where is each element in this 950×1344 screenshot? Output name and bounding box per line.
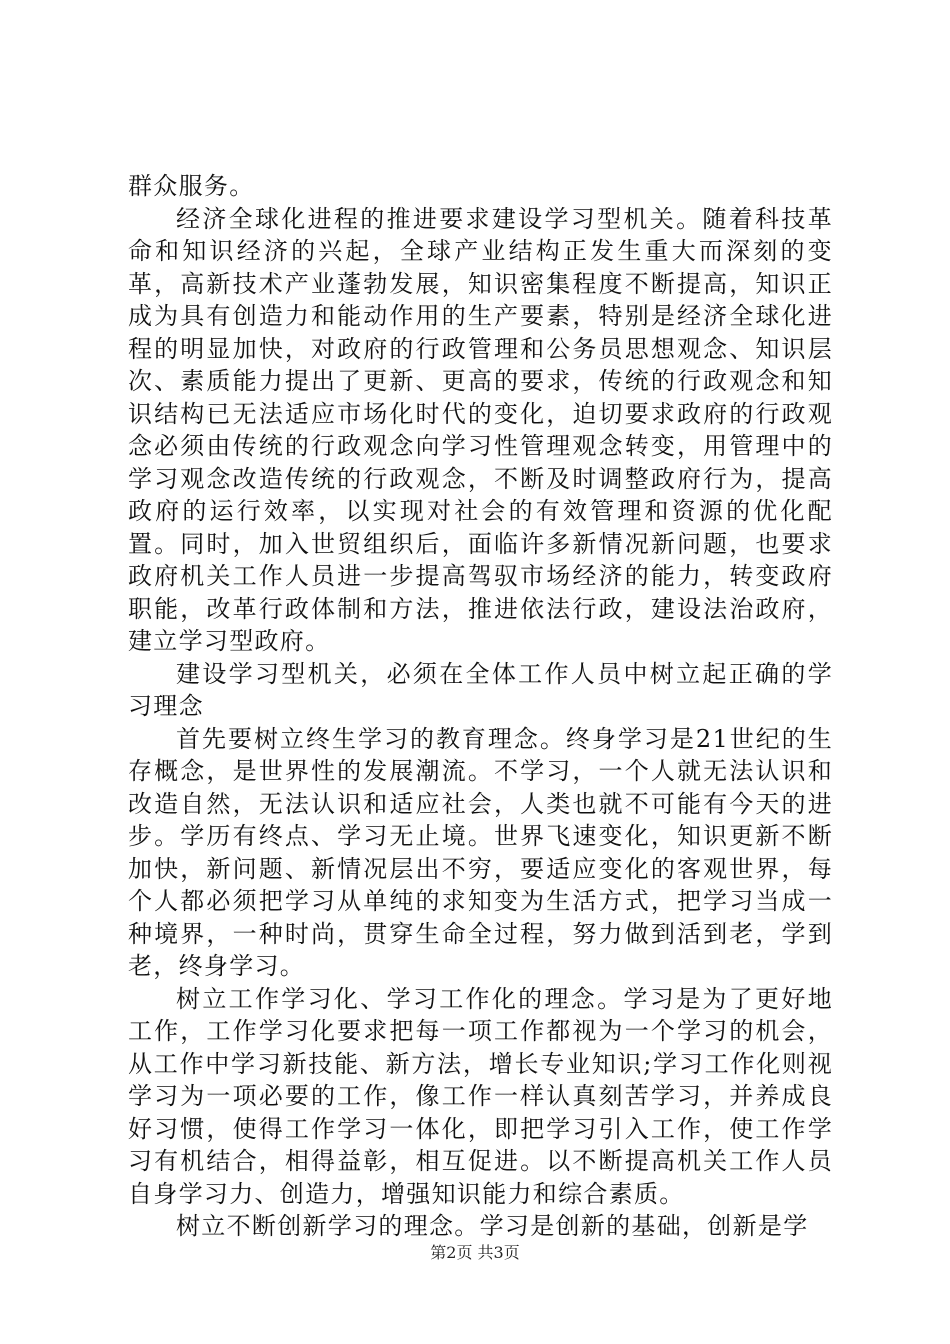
paragraph-learning-concept: 建设学习型机关，必须在全体工作人员中树立起正确的学习理念 [128, 659, 833, 720]
paragraph-work-learning: 树立工作学习化、学习工作化的理念。学习是为了更好地工作，工作学习化要求把每一项工作都视为一个学习的机会，从工作中学习新技能、新方法，增长专业知识;学习工作化则视学习为一项必要的工作，像工作一样认真刻苦学习，并养成良好习惯，使得工作学习一体化，即把学习引入工作，使工作学习有机结合，相得益彰，相互促进。以不断提高机关工作人员自身学习力、创造力，增强知识能力和综合素质。 [128, 984, 833, 1208]
paragraph-innovation: 树立不断创新学习的理念。学习是创新的基础，创新是学 [176, 1212, 809, 1240]
paragraph-lifelong-learning: 首先要树立终生学习的教育理念。终身学习是21世纪的生存概念，是世界性的发展潮流。不学习，一个人就无法认识和改造自然，无法认识和适应社会，人类也就不可能有今天的进步。学历有终点、学习无止境。世界飞速变化，知识更新不断加快，新问题、新情况层出不穷，要适应变化的客观世界，每个人都必须把学习从单纯的求知变为生活方式，把学习当成一种境界，一种时尚，贯穿生命全过程，努力做到活到老，学到老，终身学习。 [128, 724, 833, 980]
paragraph-continuation: 群众服务。 [128, 172, 255, 200]
paragraph-globalization: 经济全球化进程的推进要求建设学习型机关。随着科技革命和知识经济的兴起，全球产业结构正发生重大而深刻的变革，高新技术产业蓬勃发展，知识密集程度不断提高，知识正成为具有创造力和能动作用的生产要素，特别是经济全球化进程的明显加快，对政府的行政管理和公务员思想观念、知识层次、素质能力提出了更新、更高的要求，传统的行政观念和知识结构已无法适应市场化时代的变化，迫切要求政府的行政观念必须由传统的行政观念向学习性管理观念转变，用管理中的学习观念改造传统的行政观念，不断及时调整政府行为，提高政府的运行效率，以实现对社会的有效管理和资源的优化配置。同时，加入世贸组织后，面临许多新情况新问题，也要求政府机关工作人员进一步提高驾驭市场经济的能力，转变政府职能，改革行政体制和方法，推进依法行政，建设法治政府，建立学习型政府。 [128, 204, 833, 655]
document-body [128, 170, 833, 1243]
page-number-footer: 第2页 共3页 [430, 1243, 520, 1262]
